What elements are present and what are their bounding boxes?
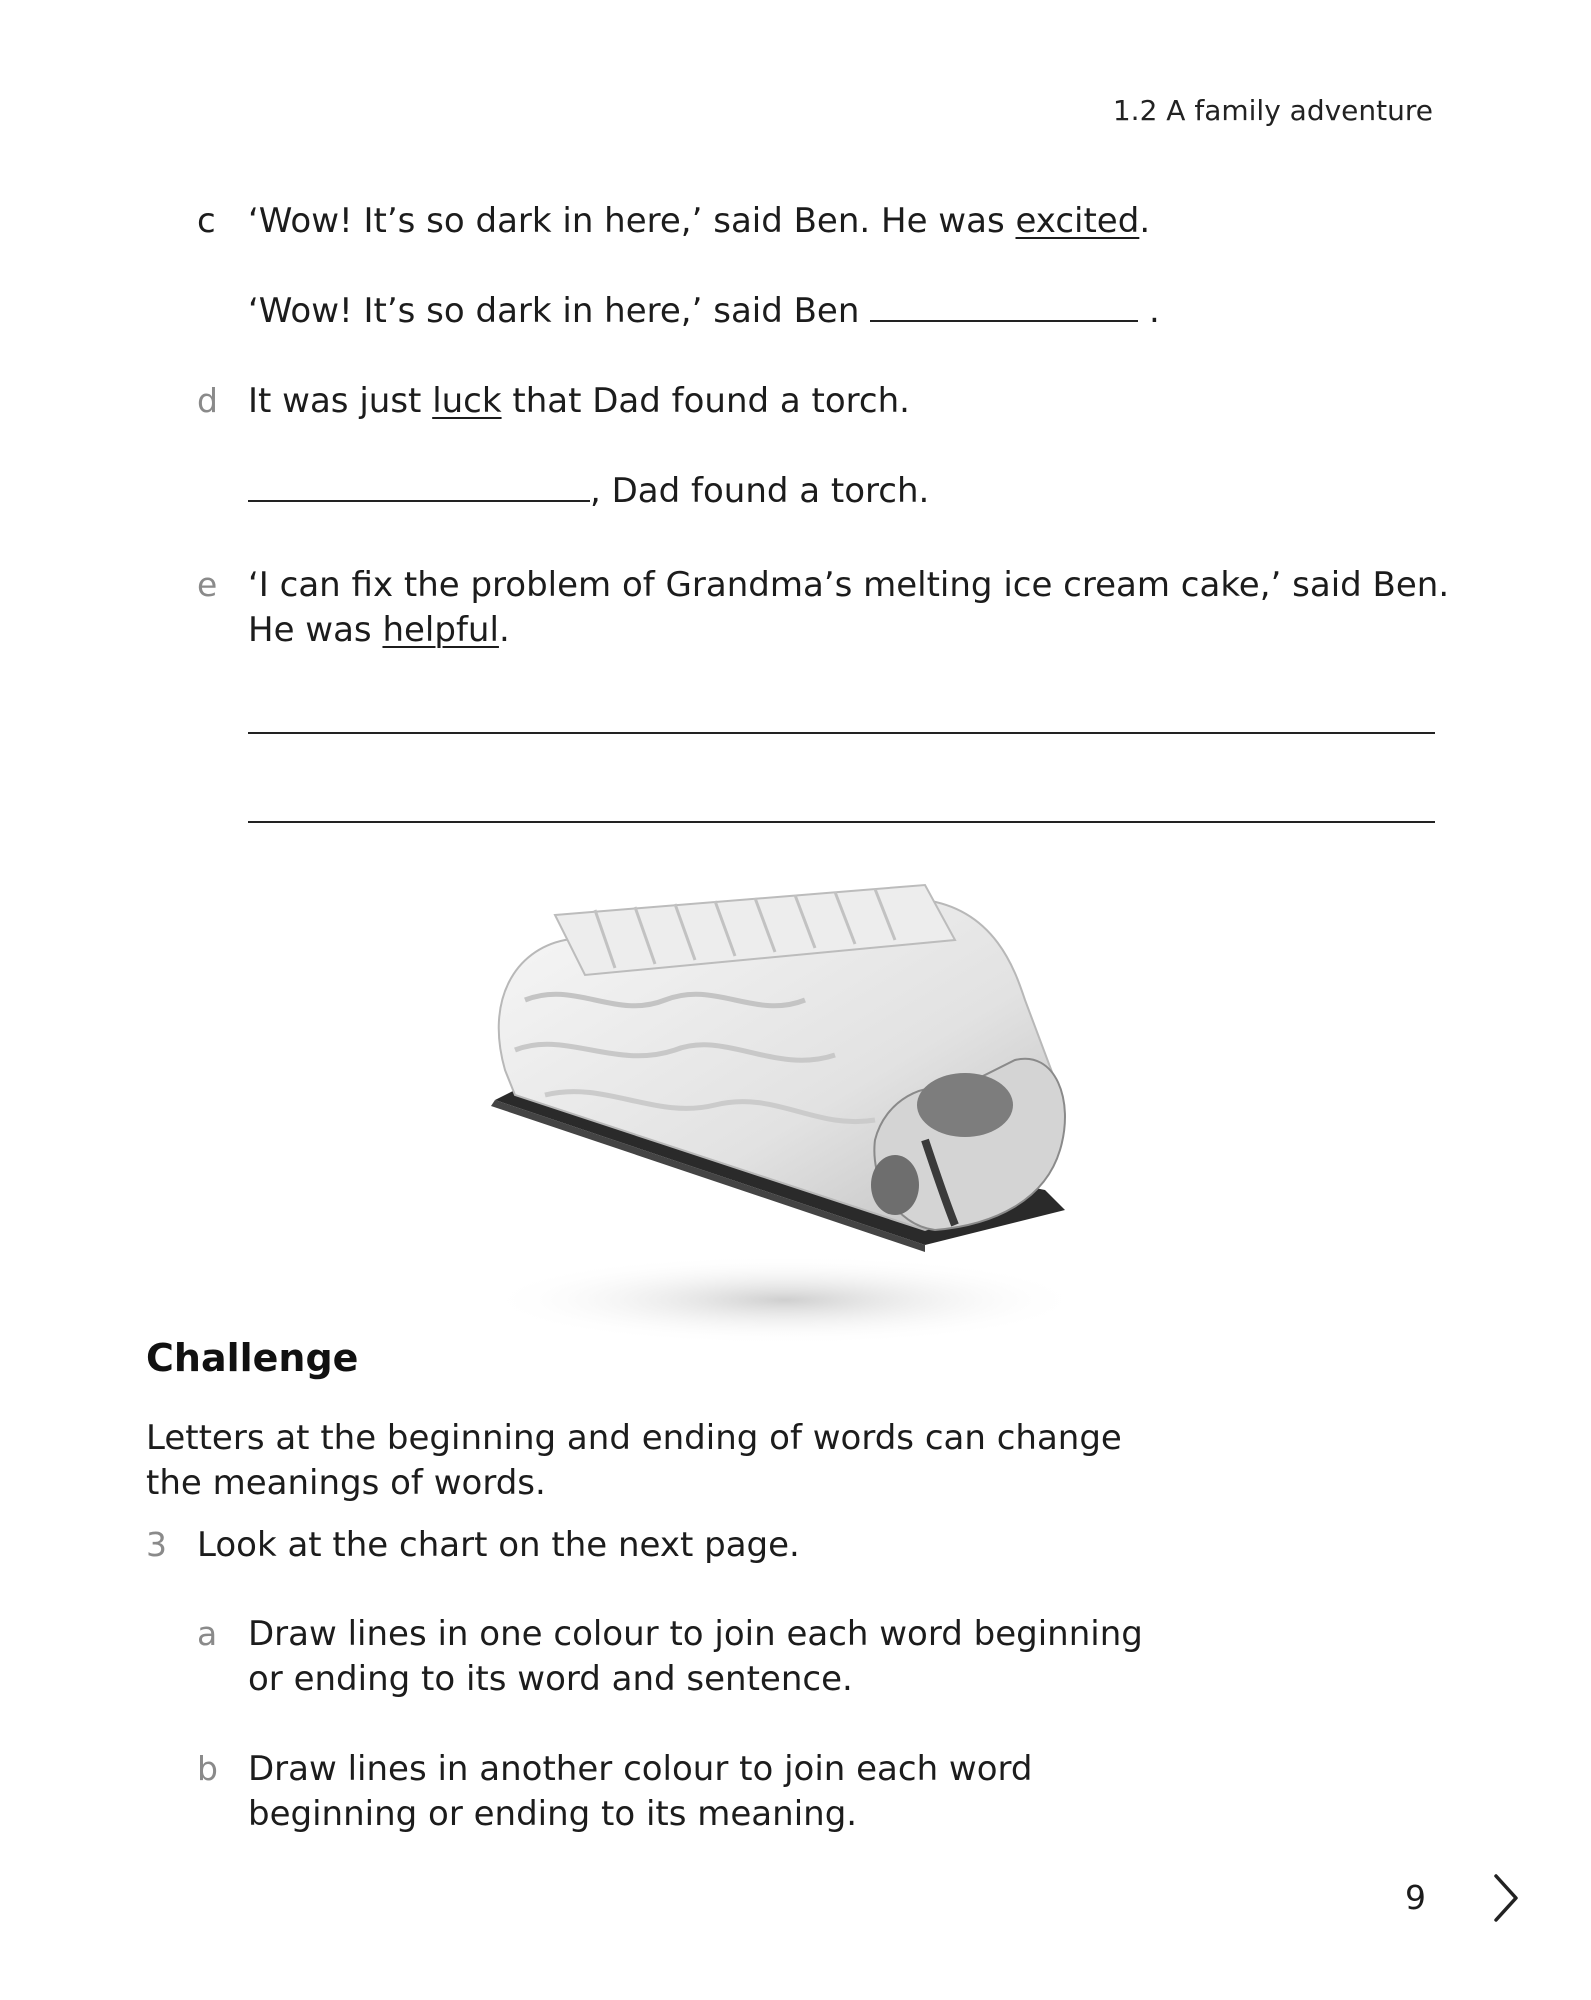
item-e-letter: e bbox=[197, 565, 218, 604]
page-number: 9 bbox=[1405, 1878, 1426, 1917]
item-e-line-1: ‘I can fix the problem of Grandma’s melting ice cream cake,’ said Ben. bbox=[248, 565, 1450, 605]
item-d-text-after: that Dad found a torch. bbox=[501, 381, 910, 421]
item-d-letter: d bbox=[197, 381, 218, 420]
chevron-right-icon[interactable] bbox=[1490, 1872, 1522, 1924]
item-c-underlined-word: excited bbox=[1015, 201, 1140, 241]
question-3-text: Look at the chart on the next page. bbox=[197, 1525, 800, 1565]
challenge-intro-line-1: Letters at the beginning and ending of words can change bbox=[146, 1418, 1122, 1458]
item-3a-line-2: or ending to its word and sentence. bbox=[248, 1659, 853, 1699]
item-c-answer-blank[interactable] bbox=[870, 320, 1138, 322]
question-3-number: 3 bbox=[146, 1525, 167, 1564]
item-d-underlined-word: luck bbox=[432, 381, 502, 421]
item-e-text-before: He was bbox=[248, 610, 383, 650]
ice-cream-cake-photo bbox=[455, 880, 1115, 1350]
item-3b-line-2: beginning or ending to its meaning. bbox=[248, 1794, 858, 1834]
item-d-text-before: It was just bbox=[248, 381, 433, 421]
item-e-line-2 bbox=[248, 607, 510, 653]
item-c-text-after: . bbox=[1139, 201, 1151, 241]
item-c-answer-row bbox=[248, 288, 1160, 334]
item-e-answer-line-2[interactable] bbox=[248, 821, 1435, 823]
item-3a-letter: a bbox=[197, 1614, 218, 1653]
item-e-answer-line-1[interactable] bbox=[248, 732, 1435, 734]
item-d-answer-row bbox=[248, 468, 929, 514]
item-3b-letter: b bbox=[197, 1749, 218, 1788]
item-c-answer-suffix: . bbox=[1138, 291, 1160, 331]
item-3a-line-1: Draw lines in one colour to join each word beginning bbox=[248, 1614, 1143, 1654]
item-e-underlined-word: helpful bbox=[382, 610, 499, 650]
item-d-sentence bbox=[248, 378, 910, 424]
item-d-answer-suffix: , Dad found a torch. bbox=[590, 471, 930, 511]
section-header: 1.2 A family adventure bbox=[1112, 94, 1433, 127]
item-c-text-before: ‘Wow! It’s so dark in here,’ said Ben. He was bbox=[248, 201, 1016, 241]
challenge-heading: Challenge bbox=[146, 1336, 359, 1380]
item-c-letter: c bbox=[197, 201, 216, 241]
item-d-answer-blank[interactable] bbox=[248, 500, 590, 502]
item-e-text-after: . bbox=[498, 610, 510, 650]
item-c-sentence bbox=[248, 198, 1150, 244]
challenge-intro-line-2: the meanings of words. bbox=[146, 1463, 546, 1503]
item-c-answer-prefix: ‘Wow! It’s so dark in here,’ said Ben bbox=[248, 291, 871, 331]
item-3b-line-1: Draw lines in another colour to join each word bbox=[248, 1749, 1033, 1789]
